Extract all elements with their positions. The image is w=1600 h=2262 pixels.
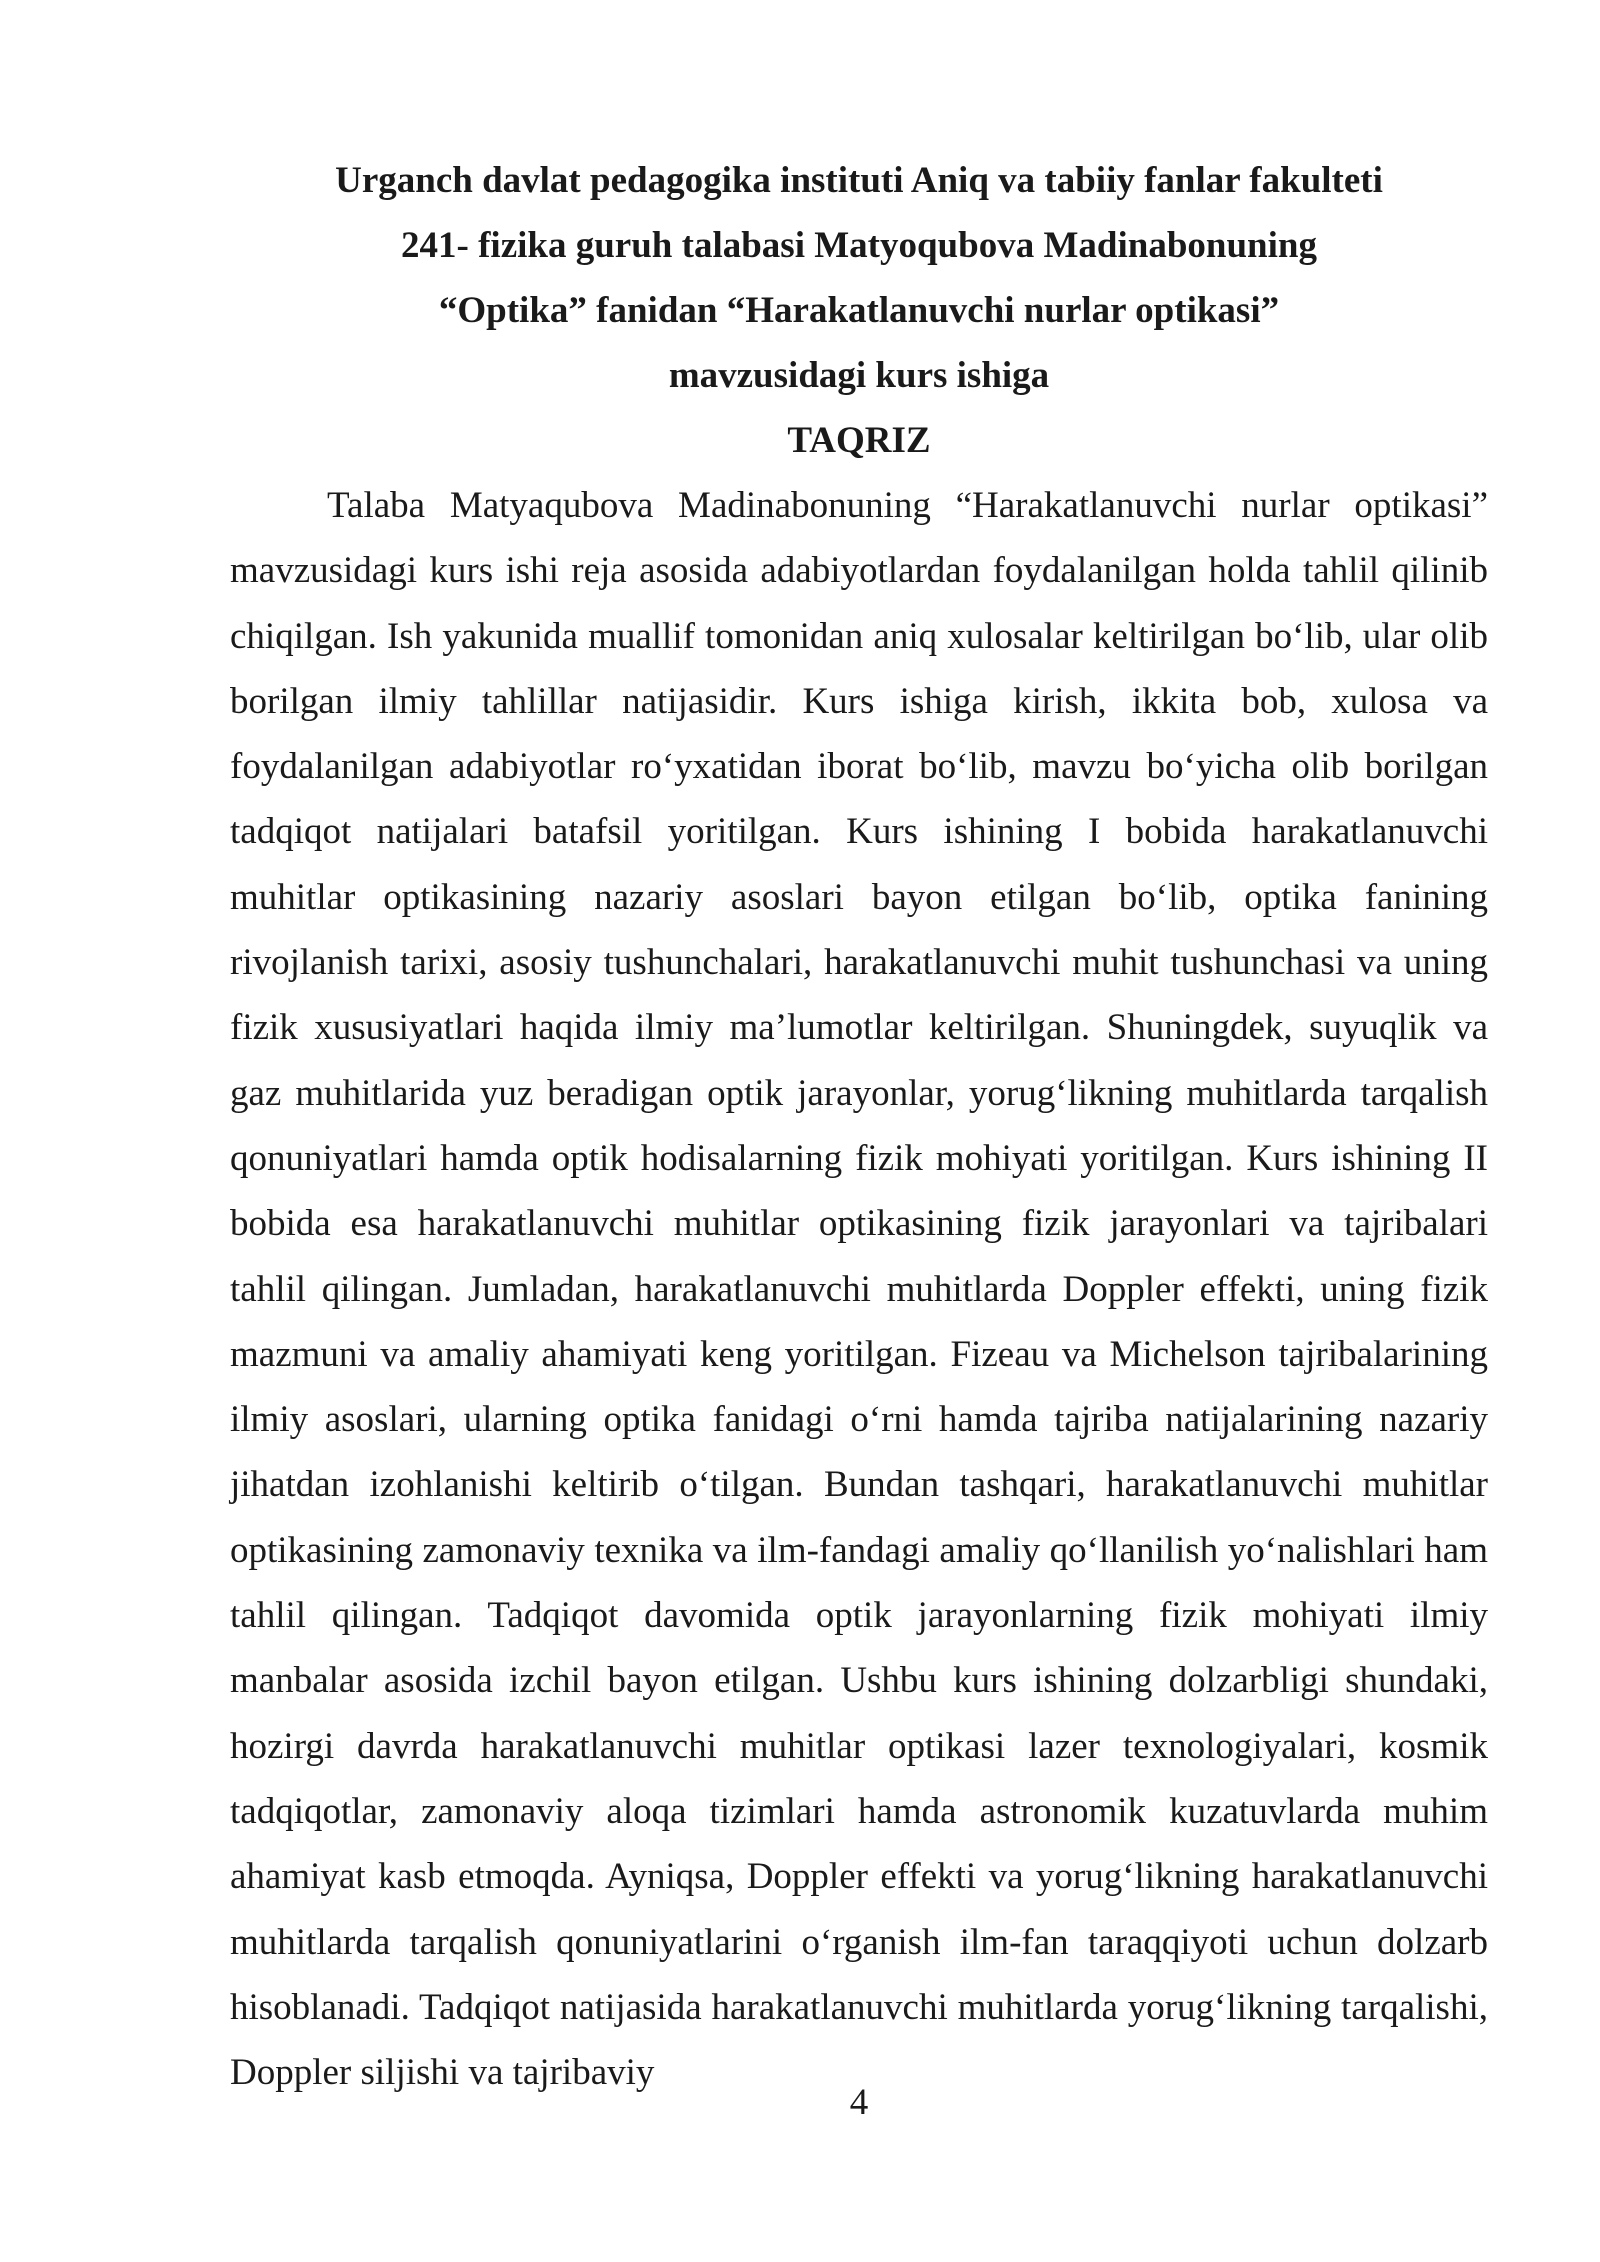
course-work-heading: mavzusidagi kurs ishiga xyxy=(668,355,1050,396)
institution-heading: Urganch davlat pedagogika instituti Aniq va tabiiy fanlar fakulteti xyxy=(335,160,1383,201)
student-heading: 241- fizika guruh talabasi Matyoqubova Madinabonuning xyxy=(401,225,1317,266)
review-paragraph: Talaba Matyaqubova Madinabonuning “Harakatlanuvchi nurlar optikasi” mavzusidagi kurs ishi reja asosida adabiyotlardan foydalanilgan holda tahlil qilinib chiqilgan. Ish yakunida muallif tomonidan aniq xulosalar keltirilgan bo‘lib, ular olib borilgan ilmiy tahlillar natijasidir. Kurs ishiga kirish, ikkita bob, xulosa va foydalanilgan adabiyotlar ro‘yxatidan iborat bo‘lib, mavzu bo‘yicha olib borilgan tadqiqot natijalari batafsil yoritilgan. Kurs ishining I bobida harakatlanuvchi muhitlar optikasining nazariy asoslari bayon etilgan bo‘lib, optika fanining rivojlanish tarixi, asosiy tushunchalari, harakatlanuvchi muhit tushunchasi va uning fizik xususiyatlari haqida ilmiy ma’lumotlar keltirilgan. Shuningdek, suyuqlik va gaz muhitlarida yuz beradigan optik jarayonlar, yorug‘likning muhitlarda tarqalish qonuniyatlari hamda optik hodisalarning fizik mohiyati yoritilgan. Kurs ishining II bobida esa harakatlanuvchi muhitlar optikasining fizik jarayonlari va tajribalari tahlil qilingan. Jumladan, harakatlanuvchi muhitlarda Doppler effekti, uning fizik mazmuni va amaliy ahamiyati keng yoritilgan. Fizeau va Michelson tajribalarining ilmiy asoslari, ularning optika fanidagi o‘rni hamda tajriba natijalarining nazariy jihatdan izohlanishi keltirib o‘tilgan. Bundan tashqari, harakatlanuvchi muhitlar optikasining zamonaviy texnika va ilm-fandagi amaliy qo‘llanilish yo‘nalishlari ham tahlil qilingan. Tadqiqot davomida optik jarayonlarning fizik mohiyati ilmiy manbalar asosida izchil bayon etilgan. Ushbu kurs ishining dolzarbligi shundaki, hozirgi davrda harakatlanuvchi muhitlar optikasi lazer texnologiyalari, kosmik tadqiqotlar, zamonaviy aloqa tizimlari hamda astronomik kuzatuvlarda muhim ahamiyat kasb etmoqda. Ayniqsa, Doppler effekti va yorug‘likning harakatlanuvchi muhitlarda tarqalish qonuniyatlarini o‘rganish ilm-fan taraqqiyoti uchun dolzarb hisoblanadi. Tadqiqot natijasida harakatlanuvchi muhitlarda yorug‘likning tarqalishi, Doppler siljishi va tajribaviy xyxy=(230,485,1488,2094)
topic-heading: “Optika” fanidan “Harakatlanuvchi nurlar optikasi” xyxy=(438,290,1280,331)
document-page xyxy=(230,148,1488,2105)
document-title: TAQRIZ xyxy=(787,420,931,461)
page-number: 4 xyxy=(849,2082,869,2123)
